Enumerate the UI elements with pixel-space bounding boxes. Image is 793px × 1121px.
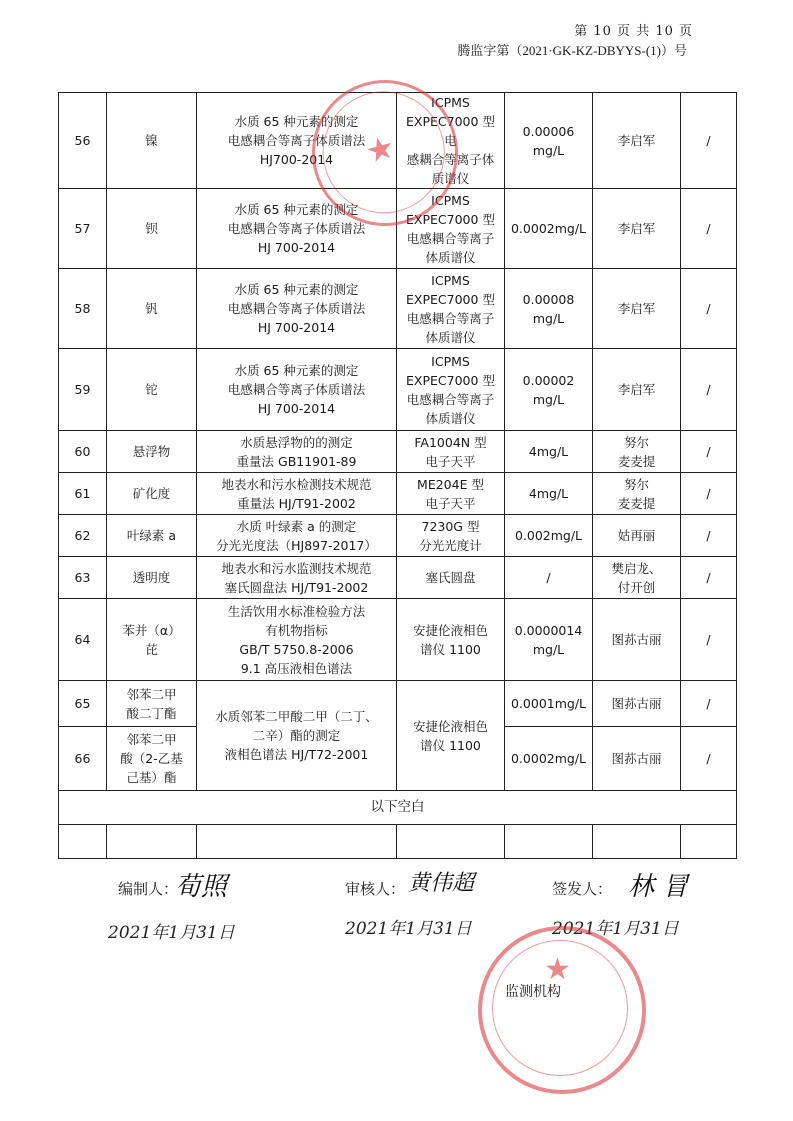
instrument: ICPMS EXPEC7000 型 电感耦合等离子 体质谱仪 bbox=[397, 269, 505, 349]
analyst: 李启军 bbox=[593, 189, 681, 269]
test-method: 水质 65 种元素的测定 电感耦合等离子体质谱法 HJ 700-2014 bbox=[197, 349, 397, 431]
test-item: 钡 bbox=[107, 189, 197, 269]
test-item: 矿化度 bbox=[107, 473, 197, 515]
row-number: 63 bbox=[59, 557, 107, 599]
test-item: 透明度 bbox=[107, 557, 197, 599]
row-number: 60 bbox=[59, 431, 107, 473]
blank-cell bbox=[505, 825, 593, 859]
seal-star-icon: ★ bbox=[544, 952, 571, 987]
analyst: 图荪古丽 bbox=[593, 599, 681, 681]
remark: / bbox=[681, 189, 737, 269]
detection-limit: 0.00006 mg/L bbox=[505, 93, 593, 189]
instrument: 7230G 型 分光光度计 bbox=[397, 515, 505, 557]
test-item: 邻苯二甲 酸（2-乙基 己基）酯 bbox=[107, 727, 197, 791]
page-number: 第 10 页 共 10 页 bbox=[574, 24, 693, 39]
detection-limit: / bbox=[505, 557, 593, 599]
test-method: 生活饮用水标准检验方法 有机物指标 GB/T 5750.8-2006 9.1 高压液相色谱法 bbox=[197, 599, 397, 681]
results-table bbox=[58, 92, 737, 859]
instrument-shared: 安捷伦液相色 谱仪 1100 bbox=[397, 681, 505, 791]
analyst: 图荪古丽 bbox=[593, 681, 681, 727]
table-row bbox=[59, 515, 737, 557]
table-row bbox=[59, 189, 737, 269]
table-row bbox=[59, 93, 737, 189]
test-item: 悬浮物 bbox=[107, 431, 197, 473]
reviewer-label: 审核人： bbox=[345, 880, 406, 898]
remark: / bbox=[681, 269, 737, 349]
table-row bbox=[59, 681, 737, 727]
remark: / bbox=[681, 515, 737, 557]
test-method: 水质 叶绿素 a 的测定 分光光度法（HJ897-2017） bbox=[197, 515, 397, 557]
end-row bbox=[59, 791, 737, 825]
remark: / bbox=[681, 727, 737, 791]
organization-seal bbox=[478, 926, 646, 1094]
instrument: 安捷伦液相色 谱仪 1100 bbox=[397, 599, 505, 681]
detection-limit: 0.0002mg/L bbox=[505, 189, 593, 269]
instrument: 塞氏圆盘 bbox=[397, 557, 505, 599]
compiler-label: 编制人： bbox=[118, 880, 179, 898]
blank-cell bbox=[593, 825, 681, 859]
blank-cell bbox=[397, 825, 505, 859]
analyst: 努尔 麦麦提 bbox=[593, 473, 681, 515]
table-row bbox=[59, 431, 737, 473]
blank-cell bbox=[197, 825, 397, 859]
compiler-signature: 荀照 bbox=[175, 872, 228, 902]
blank-cell bbox=[681, 825, 737, 859]
analyst: 图荪古丽 bbox=[593, 727, 681, 791]
row-number: 59 bbox=[59, 349, 107, 431]
blank-cell bbox=[107, 825, 197, 859]
test-item: 苯并（α） 芘 bbox=[107, 599, 197, 681]
blank-row bbox=[59, 825, 737, 859]
remark: / bbox=[681, 473, 737, 515]
remark: / bbox=[681, 557, 737, 599]
remark: / bbox=[681, 681, 737, 727]
detection-limit: 0.002mg/L bbox=[505, 515, 593, 557]
row-number: 65 bbox=[59, 681, 107, 727]
test-method: 水质 65 种元素的测定 电感耦合等离子体质谱法 HJ 700-2014 bbox=[197, 189, 397, 269]
blank-cell bbox=[59, 825, 107, 859]
instrument: FA1004N 型 电子天平 bbox=[397, 431, 505, 473]
test-method: 地表水和污水监测技术规范 塞氏圆盘法 HJ/T91-2002 bbox=[197, 557, 397, 599]
instrument: ICPMS EXPEC7000 型 电感耦合等离子 体质谱仪 bbox=[397, 189, 505, 269]
remark: / bbox=[681, 599, 737, 681]
row-number: 58 bbox=[59, 269, 107, 349]
row-number: 56 bbox=[59, 93, 107, 189]
detection-limit: 0.0001mg/L bbox=[505, 681, 593, 727]
analyst: 李启军 bbox=[593, 93, 681, 189]
row-number: 64 bbox=[59, 599, 107, 681]
detection-limit: 0.0000014 mg/L bbox=[505, 599, 593, 681]
reviewer-signature: 黄伟超 bbox=[408, 871, 475, 896]
test-item: 邻苯二甲 酸二丁酯 bbox=[107, 681, 197, 727]
instrument: ICPMS EXPEC7000 型 电感耦合等离子 体质谱仪 bbox=[397, 349, 505, 431]
row-number: 57 bbox=[59, 189, 107, 269]
instrument: ICPMS EXPEC7000 型电 感耦合等离子体 质谱仪 bbox=[397, 93, 505, 189]
test-method-shared: 水质邻苯二甲酸二甲（二丁、 二辛）酯的测定 液相色谱法 HJ/T72-2001 bbox=[197, 681, 397, 791]
organization-name: 监测机构 bbox=[505, 984, 561, 1000]
analyst: 李启军 bbox=[593, 349, 681, 431]
table-row bbox=[59, 557, 737, 599]
row-number: 61 bbox=[59, 473, 107, 515]
detection-limit: 4mg/L bbox=[505, 431, 593, 473]
detection-limit: 0.00002 mg/L bbox=[505, 349, 593, 431]
end-note: 以下空白 bbox=[59, 791, 737, 825]
compiler-date: 2021年1月31日 bbox=[108, 923, 235, 943]
test-method: 水质 65 种元素的测定 电感耦合等离子体质谱法 HJ 700-2014 bbox=[197, 269, 397, 349]
test-item: 叶绿素 a bbox=[107, 515, 197, 557]
issuer-label: 签发人： bbox=[552, 880, 613, 898]
test-item: 钒 bbox=[107, 269, 197, 349]
test-item: 铊 bbox=[107, 349, 197, 431]
issuer-signature: 林 冒 bbox=[628, 872, 689, 902]
analyst: 李启军 bbox=[593, 269, 681, 349]
remark: / bbox=[681, 349, 737, 431]
row-number: 66 bbox=[59, 727, 107, 791]
stamp-star-icon: ★ bbox=[361, 127, 399, 172]
analyst: 努尔 麦麦提 bbox=[593, 431, 681, 473]
table-row bbox=[59, 349, 737, 431]
analyst: 姑再丽 bbox=[593, 515, 681, 557]
remark: / bbox=[681, 431, 737, 473]
table-row bbox=[59, 599, 737, 681]
remark: / bbox=[681, 93, 737, 189]
test-method: 水质 65 种元素的测定 电感耦合等离子体质谱法 HJ700-2014 bbox=[197, 93, 397, 189]
instrument: ME204E 型 电子天平 bbox=[397, 473, 505, 515]
test-method: 水质悬浮物的的测定 重量法 GB11901-89 bbox=[197, 431, 397, 473]
detection-limit: 4mg/L bbox=[505, 473, 593, 515]
row-number: 62 bbox=[59, 515, 107, 557]
table-row bbox=[59, 269, 737, 349]
analyst: 樊启龙、 付开创 bbox=[593, 557, 681, 599]
test-method: 地表水和污水检测技术规范 重量法 HJ/T91-2002 bbox=[197, 473, 397, 515]
test-item: 镍 bbox=[107, 93, 197, 189]
table-row bbox=[59, 473, 737, 515]
reviewer-date: 2021年1月31日 bbox=[345, 919, 472, 939]
detection-limit: 0.0002mg/L bbox=[505, 727, 593, 791]
report-number: 腾监字第（2021·GK-KZ-DBYYS-(1)）号 bbox=[457, 43, 687, 58]
issuer-date: 2021年1月31日 bbox=[552, 919, 679, 939]
detection-limit: 0.00008 mg/L bbox=[505, 269, 593, 349]
